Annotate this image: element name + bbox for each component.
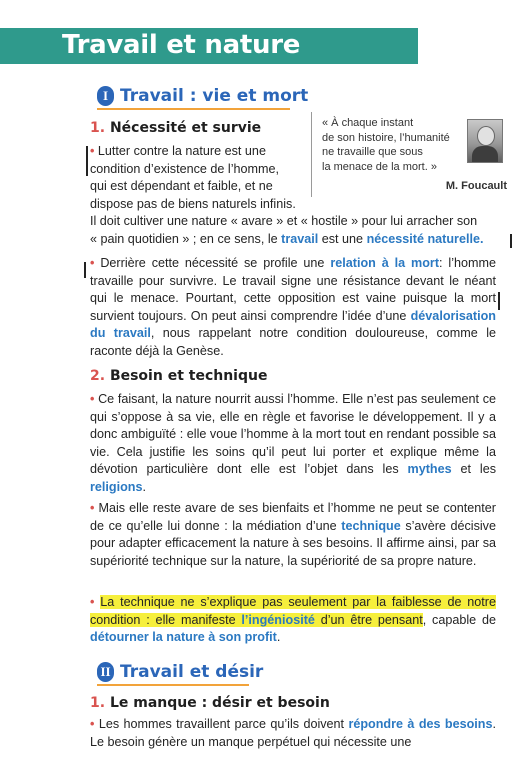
subsection-title: Le manque : désir et besoin <box>109 695 330 711</box>
quote-line: de son histoire, l’humanité <box>322 131 450 144</box>
margin-mark <box>84 262 86 278</box>
text-span: Les hommes travaillent parce qu’ils doivent <box>98 717 345 731</box>
bullet-icon: • <box>90 501 95 515</box>
keyword: répondre à des besoins <box>348 717 493 731</box>
keyword: technique <box>341 518 401 533</box>
text-span: et les <box>460 462 497 476</box>
subsection-number: 1. <box>90 120 106 136</box>
chapter-banner <box>0 28 418 64</box>
paragraph <box>90 716 496 751</box>
bullet-icon: • <box>90 392 95 406</box>
margin-mark <box>510 234 512 248</box>
bullet-icon: • <box>90 595 95 609</box>
quote-text <box>322 116 472 174</box>
highlighted-text: La technique ne s’explique pas seulement par la faiblesse de notre condition : elle manifeste <box>90 595 496 627</box>
author-portrait-image <box>467 119 503 163</box>
paragraph <box>90 391 496 496</box>
quote-line: la menace de la mort. » <box>322 160 437 173</box>
subsection-number: 1. <box>90 695 106 711</box>
section-heading-1 <box>97 86 308 106</box>
quote-line: « À chaque instant <box>322 117 414 129</box>
margin-mark <box>86 146 88 176</box>
text-span: . <box>142 479 146 494</box>
quote-author: M. Foucault <box>445 180 507 192</box>
section-number-badge: II <box>97 662 114 682</box>
subsection-heading <box>90 695 330 711</box>
text-span: est une <box>321 231 364 246</box>
text-span: , capable de <box>422 612 496 627</box>
keyword: mythes <box>407 462 452 476</box>
text-span: « pain quotidien » ; en ce sens, le <box>90 231 278 246</box>
bullet-icon: • <box>90 256 95 270</box>
text-span: . <box>276 630 281 644</box>
text-span: Ce faisant, la nature nourrit aussi l’homme. Elle n’est pas seulement ce qui s’oppose à sa vie, elle en règle et favorise le développement. Il y a donc ambiguïté : elle voue l’homme à la mort tout en rendant possible sa vie. Cela justifie les soins qu’il peut lui porter et explique même la dévotion particulière dont elle est l’objet dans les <box>90 392 496 476</box>
highlighted-text: d’un être pensant <box>320 612 423 627</box>
keyword: religions <box>90 479 143 494</box>
text-line: condition d’existence de l’homme, <box>90 161 280 176</box>
text-span: . Le besoin génère un manque perpétuel qui nécessite une <box>90 717 496 749</box>
bullet-icon: • <box>90 144 95 158</box>
keyword: l’ingéniosité <box>241 612 315 627</box>
section-heading-2 <box>97 662 263 682</box>
text-span: : l’homme travaille pour survivre. Le travail signe une résistance devant le néant qui le menace. Pourtant, cette opposition est vaine puisque la mort survient toujours. On peut ainsi comprendre l’idée d’une <box>90 256 497 323</box>
quote-box <box>311 112 517 197</box>
text-span: Derrière cette nécessité se profile une <box>100 256 325 270</box>
subsection-heading <box>90 120 261 136</box>
paragraph <box>90 255 496 360</box>
margin-mark <box>498 292 500 310</box>
section-underline <box>97 684 249 686</box>
keyword: travail <box>281 231 319 246</box>
text-line: Lutter contre la nature est une <box>97 144 266 158</box>
text-line: dispose pas de biens naturels infinis. <box>90 196 296 211</box>
text-span: s’avère décisive pour adapter efficacement la nature à ses besoins. Il affirme ainsi, par sa supériorité technique sur la nature, la supériorité de sa propre nature. <box>90 518 496 568</box>
section-underline <box>97 108 290 110</box>
paragraph-continued <box>90 213 510 248</box>
bullet-icon: • <box>90 717 95 731</box>
subsection-heading <box>90 368 267 384</box>
subsection-number: 2. <box>90 368 106 384</box>
keyword: nécessité naturelle. <box>366 231 484 246</box>
quote-line: ne travaille que sous <box>322 146 423 158</box>
paragraph <box>90 143 305 213</box>
subsection-title: Nécessité et survie <box>109 120 262 136</box>
text-line: qui est dépendant et faible, et ne <box>90 179 273 193</box>
text-span: Mais elle reste avare de ses bienfaits et l’homme ne peut se contenter de ce qu’elle lui donne : la médiation d’une <box>90 501 496 533</box>
section-number-badge: I <box>97 86 114 106</box>
section-title: Travail et désir <box>120 662 264 682</box>
text-span: , nous rappelant notre condition douloureuse, comme le raconte déjà la Genèse. <box>90 326 496 358</box>
keyword: dévalorisation du travail <box>90 308 496 340</box>
chapter-title: Travail et nature <box>62 30 301 60</box>
subsection-title: Besoin et technique <box>109 368 268 384</box>
paragraph <box>90 500 496 570</box>
keyword: détourner la nature à son profit <box>90 630 277 644</box>
text-line: Il doit cultiver une nature « avare » et « hostile » pour lui arracher son <box>90 214 478 228</box>
highlighted-paragraph <box>90 594 496 647</box>
keyword: relation à la mort <box>330 256 440 270</box>
section-title: Travail : vie et mort <box>120 86 309 106</box>
